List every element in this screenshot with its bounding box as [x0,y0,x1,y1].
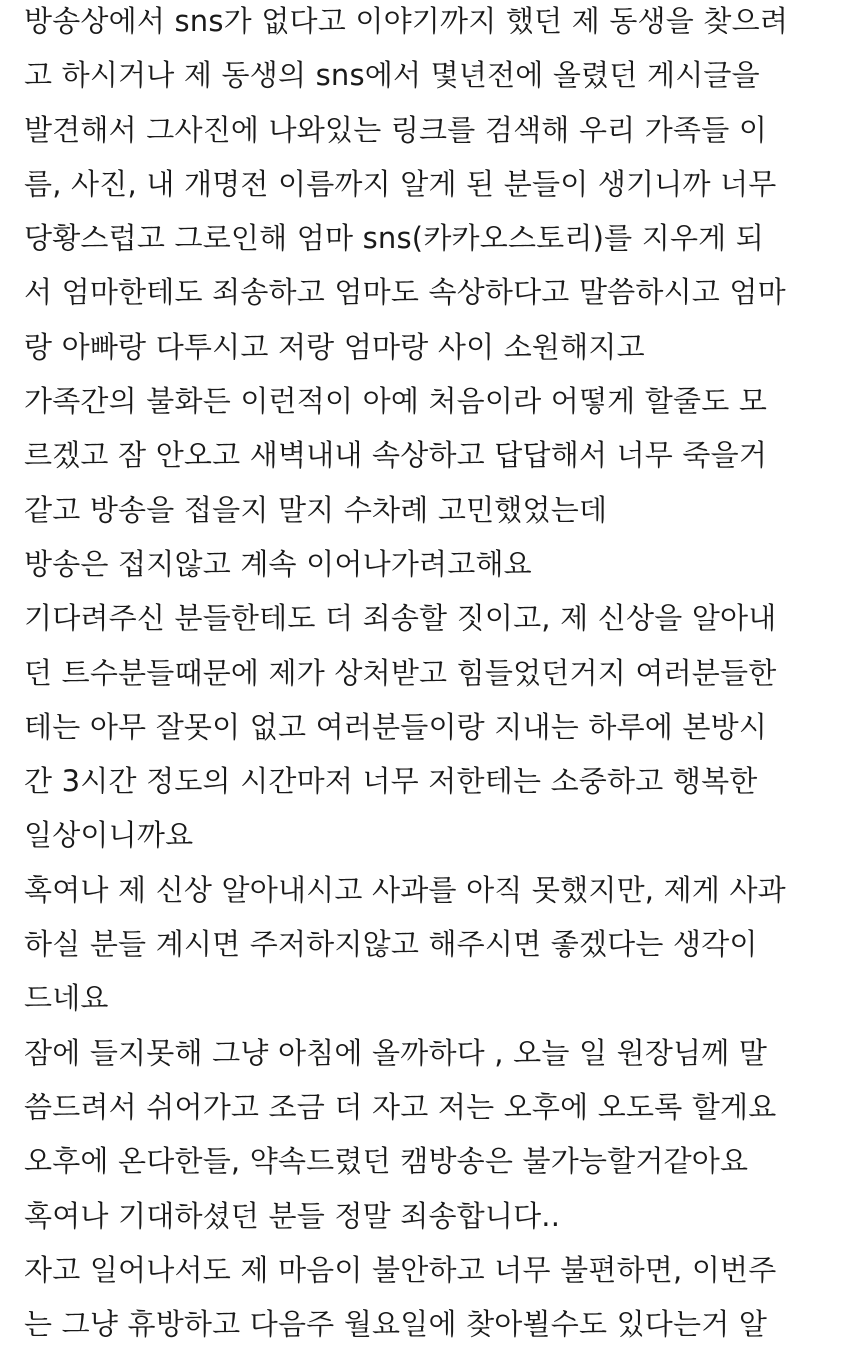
text-line: 랑 아빠랑 다투시고 저랑 엄마랑 사이 소원해지고 [24,329,645,364]
text-line: 드네요 [24,981,109,1016]
text-line: 르겠고 잠 안오고 새벽내내 속상하고 답답해서 너무 죽을거 [24,438,768,473]
text-line: 방송은 접지않고 계속 이어나가려고해요 [24,546,532,581]
text-line: 는 그냥 휴방하고 다음주 월요일에 찾아뵐수도 있다는거 알 [24,1307,768,1342]
text-line: 잠에 들지못해 그냥 아침에 올까하다 , 오늘 일 원장님께 말 [24,1035,768,1070]
text-line: 던 트수분들때문에 제가 상처받고 힘들었던거지 여러분들한 [24,655,777,690]
text-line: 름, 사진, 내 개명전 이름까지 알게 된 분들이 생기니까 너무 [24,166,777,201]
text-line: 같고 방송을 접을지 말지 수차례 고민했었는데 [24,492,608,527]
text-line: 서 엄마한테도 죄송하고 엄마도 속상하다고 말씀하시고 엄마 [24,275,786,310]
text-line: 방송상에서 sns가 없다고 이야기까지 했던 제 동생을 찾으려 [24,4,789,38]
text-line: 기다려주신 분들한테도 더 죄송할 짓이고, 제 신상을 알아내 [24,601,777,636]
text-line: 하실 분들 계시면 주저하지않고 해주시면 좋겠다는 생각이 [24,927,758,962]
text-line: 일상이니까요 [24,818,194,853]
text-line: 씀드려서 쉬어가고 조금 더 자고 저는 오후에 오도록 할게요 [24,1089,777,1124]
text-line: 발견해서 그사진에 나와있는 링크를 검색해 우리 가족들 이 [24,112,768,147]
text-line: 혹여나 기대하셨던 분들 정말 죄송합니다.. [24,1198,561,1233]
text-line: 당황스럽고 그로인해 엄마 sns(카카오스토리)를 지우게 되 [24,221,765,256]
text-line: 혹여나 제 신상 알아내시고 사과를 아직 못했지만, 제게 사과 [24,872,786,907]
text-line: 고 하시거나 제 동생의 sns에서 몇년전에 올렸던 게시글을 [24,58,760,93]
text-line: 오후에 온다한들, 약속드렸던 캠방송은 불가능할거같아요 [24,1144,749,1179]
text-line: 자고 일어나서도 제 마음이 불안하고 너무 불편하면, 이번주 [24,1252,777,1287]
text-line: 간 3시간 정도의 시간마저 너무 저한테는 소중하고 행복한 [24,764,758,799]
text-line: 가족간의 불화든 이런적이 아예 처음이라 어떻게 할줄도 모 [24,384,768,419]
text-line: 테는 아무 잘못이 없고 여러분들이랑 지내는 하루에 본방시 [24,709,768,744]
